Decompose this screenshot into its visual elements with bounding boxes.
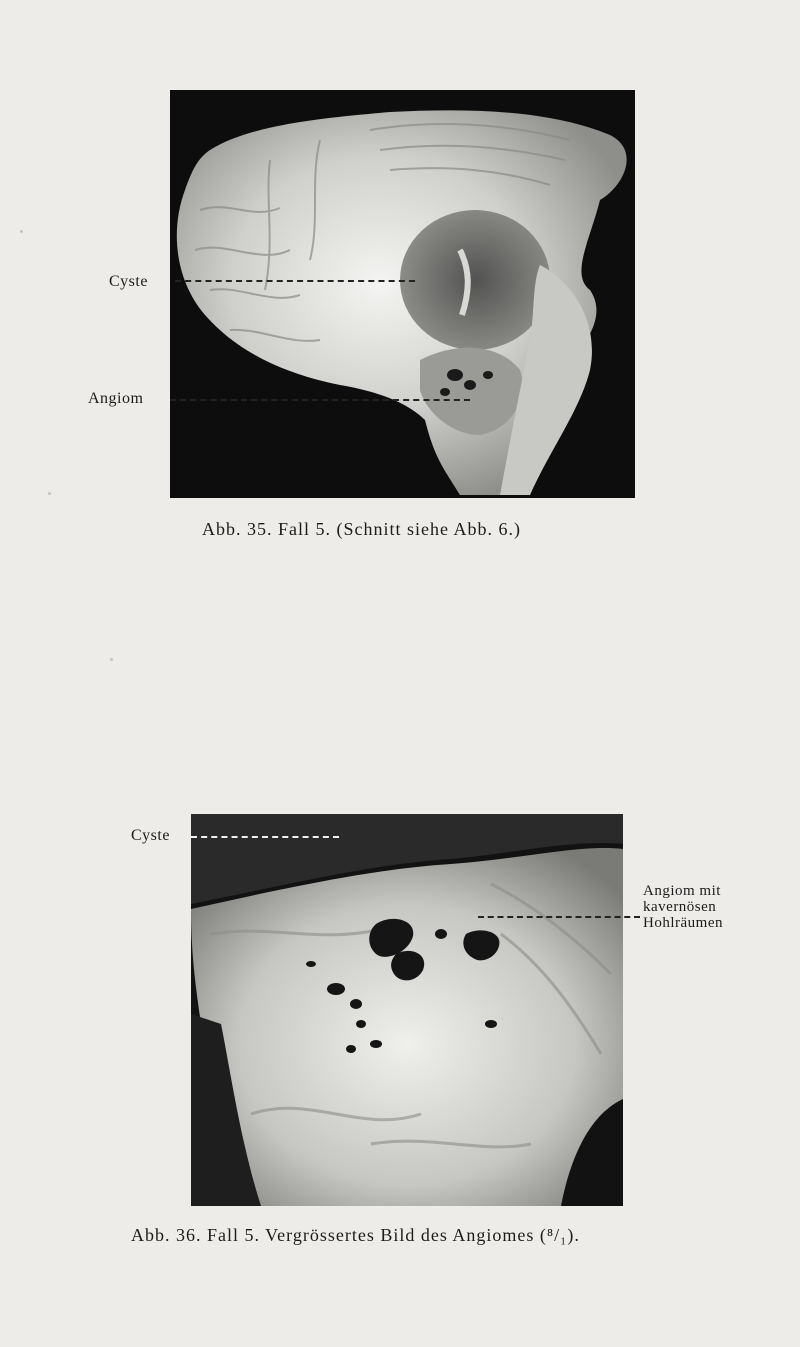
angioma-closeup-illustration bbox=[191, 814, 623, 1206]
label-cyste-35: Cyste bbox=[109, 273, 148, 290]
paper-speck bbox=[20, 230, 23, 233]
brain-section-illustration bbox=[170, 90, 635, 498]
pointer-line-cyste-36 bbox=[191, 836, 339, 838]
figure-36-photo bbox=[191, 814, 623, 1206]
caption-figure-36: Abb. 36. Fall 5. Vergrössertes Bild des Angiomes (⁸/₁). bbox=[131, 1225, 580, 1245]
caption-figure-35: Abb. 35. Fall 5. (Schnitt siehe Abb. 6.) bbox=[202, 519, 521, 539]
pointer-line-angiom-36 bbox=[478, 916, 640, 918]
callout-line-3: Hohlräumen bbox=[643, 915, 723, 931]
paper-speck bbox=[110, 658, 113, 661]
label-cyste-36: Cyste bbox=[131, 827, 170, 844]
figure-35-photo bbox=[170, 90, 635, 498]
label-angiom-35: Angiom bbox=[88, 390, 144, 407]
label-angiom-callout bbox=[643, 883, 723, 931]
callout-line-1: Angiom mit bbox=[643, 883, 721, 899]
paper-speck bbox=[48, 492, 51, 495]
pointer-line-cyste-35 bbox=[175, 280, 415, 282]
callout-line-2: kavernösen bbox=[643, 899, 717, 915]
pointer-line-angiom-35 bbox=[170, 399, 470, 401]
